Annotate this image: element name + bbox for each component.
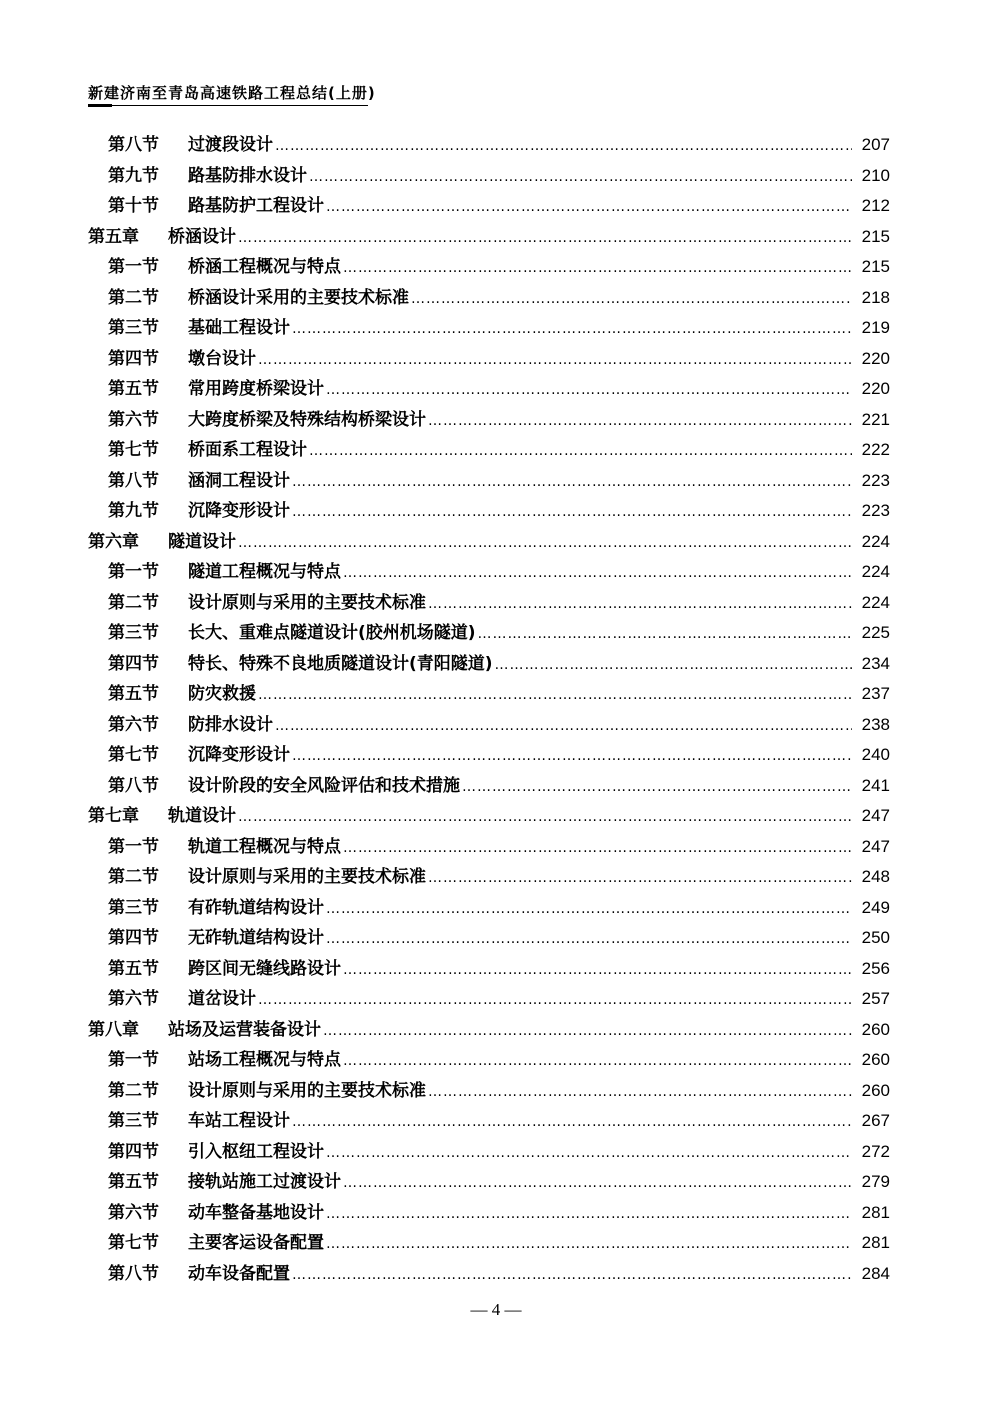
toc-dot-leader xyxy=(495,650,852,681)
toc-page-number: 225 xyxy=(861,623,890,642)
toc-dot-leader xyxy=(343,253,852,284)
toc-section-row[interactable] xyxy=(88,435,890,466)
toc-section-row[interactable] xyxy=(88,466,890,497)
toc-section-row[interactable] xyxy=(88,1045,890,1076)
toc-dot-leader xyxy=(326,1199,852,1230)
toc-entry-number: 第七节 xyxy=(108,440,159,460)
toc-section-row[interactable] xyxy=(88,1198,890,1229)
toc-entry-title: 大跨度桥梁及特殊结构桥梁设计 xyxy=(188,409,426,430)
toc-dot-leader xyxy=(343,955,852,986)
toc-entry-title: 沉降变形设计 xyxy=(188,501,290,521)
toc-entry-number: 第四节 xyxy=(108,653,159,674)
toc-section-row[interactable] xyxy=(88,984,890,1015)
toc-page-number: 224 xyxy=(861,562,890,581)
toc-dot-leader xyxy=(326,1229,852,1260)
toc-entry-title: 主要客运设备配置 xyxy=(188,1233,324,1253)
toc-entry-number: 第四节 xyxy=(108,928,159,948)
toc-section-row[interactable] xyxy=(88,1259,890,1290)
toc-entry-title: 动车设备配置 xyxy=(188,1263,290,1284)
toc-page-number: 223 xyxy=(861,501,890,520)
toc-section-row[interactable] xyxy=(88,1228,890,1259)
toc-entry-title: 涵洞工程设计 xyxy=(188,470,290,491)
toc-dot-leader xyxy=(292,467,852,498)
toc-section-row[interactable] xyxy=(88,862,890,893)
toc-page-number: 260 xyxy=(861,1080,890,1100)
toc-dot-leader xyxy=(258,985,852,1016)
toc-entry-title: 无砟轨道结构设计 xyxy=(188,928,324,948)
toc-dot-leader xyxy=(343,558,852,589)
toc-page-number: 238 xyxy=(861,714,890,734)
toc-entry-number: 第七节 xyxy=(108,1233,159,1253)
toc-dot-leader xyxy=(326,192,852,223)
toc-page-number: 272 xyxy=(861,1141,890,1161)
toc-page-number: 215 xyxy=(861,226,890,246)
toc-entry-number: 第三节 xyxy=(108,897,159,918)
toc-entry-number: 第八节 xyxy=(108,1263,159,1284)
toc-page-number: 241 xyxy=(861,775,890,795)
toc-section-row[interactable] xyxy=(88,923,890,954)
toc-entry-title: 防排水设计 xyxy=(188,714,273,735)
toc-page-number: 237 xyxy=(861,684,890,703)
toc-section-row[interactable] xyxy=(88,893,890,924)
toc-entry-title: 车站工程设计 xyxy=(188,1111,290,1131)
toc-section-row[interactable] xyxy=(88,557,890,588)
toc-entry-number: 第一节 xyxy=(108,836,159,857)
toc-dot-leader xyxy=(428,863,852,894)
toc-entry-title: 接轨站施工过渡设计 xyxy=(188,1172,341,1192)
toc-page-number: 218 xyxy=(861,287,890,307)
toc-dot-leader xyxy=(258,680,852,711)
toc-entry-number: 第一节 xyxy=(108,1050,159,1070)
toc-dot-leader xyxy=(292,741,852,772)
toc-page-number: 221 xyxy=(861,409,890,429)
toc-page-number: 219 xyxy=(861,318,890,337)
toc-entry-title: 站场及运营装备设计 xyxy=(168,1019,321,1040)
toc-entry-title: 站场工程概况与特点 xyxy=(188,1050,341,1070)
toc-entry-number: 第六节 xyxy=(108,1202,159,1223)
toc-dot-leader xyxy=(292,1260,852,1291)
toc-entry-number: 第六节 xyxy=(108,989,159,1009)
toc-entry-title: 隧道设计 xyxy=(168,531,236,552)
toc-page-number: 212 xyxy=(861,196,890,215)
toc-page-number: 220 xyxy=(861,379,890,398)
toc-page-number: 224 xyxy=(861,531,890,551)
toc-page-number: 210 xyxy=(861,165,890,185)
toc-entry-number: 第五节 xyxy=(108,684,159,704)
toc-entry-number: 第四节 xyxy=(108,348,159,369)
toc-dot-leader xyxy=(462,772,852,803)
toc-dot-leader xyxy=(326,375,852,406)
toc-entry-number: 第五节 xyxy=(108,958,159,979)
toc-section-row[interactable] xyxy=(88,679,890,710)
toc-section-row[interactable] xyxy=(88,130,890,161)
toc-entry-title: 设计原则与采用的主要技术标准 xyxy=(188,867,426,887)
toc-entry-title: 跨区间无缝线路设计 xyxy=(188,958,341,979)
toc-chapter-row[interactable] xyxy=(88,801,890,832)
toc-page-number: 281 xyxy=(861,1233,890,1252)
toc-chapter-row[interactable] xyxy=(88,527,890,558)
toc-dot-leader xyxy=(275,131,852,162)
toc-entry-number: 第八节 xyxy=(108,470,159,491)
toc-dot-leader xyxy=(428,589,852,620)
toc-page-number: 267 xyxy=(861,1111,890,1130)
toc-dot-leader xyxy=(323,1016,852,1047)
toc-section-row[interactable] xyxy=(88,374,890,405)
toc-chapter-row[interactable] xyxy=(88,1015,890,1046)
toc-entry-number: 第六章 xyxy=(88,531,139,552)
toc-dot-leader xyxy=(258,345,852,376)
toc-dot-leader xyxy=(309,162,852,193)
toc-entry-title: 常用跨度桥梁设计 xyxy=(188,379,324,399)
toc-entry-title: 动车整备基地设计 xyxy=(188,1202,324,1223)
toc-entry-number: 第八章 xyxy=(88,1019,139,1040)
toc-entry-title: 特长、特殊不良地质隧道设计(青阳隧道) xyxy=(188,653,493,674)
toc-entry-title: 墩台设计 xyxy=(188,348,256,369)
toc-page-number: 284 xyxy=(861,1263,890,1283)
toc-page-number: 223 xyxy=(861,470,890,490)
toc-page-number: 257 xyxy=(861,989,890,1008)
toc-entry-title: 过渡段设计 xyxy=(188,135,273,155)
toc-entry-number: 第五节 xyxy=(108,1172,159,1192)
toc-entry-number: 第二节 xyxy=(108,592,159,613)
toc-dot-leader xyxy=(478,619,852,650)
toc-section-row[interactable] xyxy=(88,496,890,527)
toc-dot-leader xyxy=(309,436,852,467)
toc-section-row[interactable] xyxy=(88,740,890,771)
toc-page-number: 222 xyxy=(861,440,890,459)
toc-entry-title: 道岔设计 xyxy=(188,989,256,1009)
toc-page-number: 207 xyxy=(861,135,890,154)
toc-entry-number: 第七章 xyxy=(88,806,139,826)
toc-entry-number: 第二节 xyxy=(108,1080,159,1101)
toc-section-row[interactable] xyxy=(88,313,890,344)
toc-entry-number: 第一节 xyxy=(108,257,159,277)
toc-entry-number: 第五章 xyxy=(88,226,139,247)
toc-entry-number: 第三节 xyxy=(108,318,159,338)
toc-page-number: 220 xyxy=(861,348,890,368)
toc-section-row[interactable] xyxy=(88,1076,890,1107)
toc-entry-number: 第八节 xyxy=(108,135,159,155)
toc-section-row[interactable] xyxy=(88,252,890,283)
toc-page-number: 256 xyxy=(861,958,890,978)
toc-page-number: 247 xyxy=(861,836,890,856)
toc-entry-number: 第二节 xyxy=(108,287,159,308)
toc-dot-leader xyxy=(326,894,852,925)
toc-section-row[interactable] xyxy=(88,954,890,985)
toc-section-row[interactable] xyxy=(88,405,890,436)
toc-section-row[interactable] xyxy=(88,771,890,802)
toc-entry-number: 第四节 xyxy=(108,1141,159,1162)
toc-entry-title: 沉降变形设计 xyxy=(188,745,290,765)
toc-section-row[interactable] xyxy=(88,161,890,192)
toc-entry-title: 防灾救援 xyxy=(188,684,256,704)
toc-entry-title: 桥涵工程概况与特点 xyxy=(188,257,341,277)
table-of-contents xyxy=(88,130,890,1289)
header-rule-thick xyxy=(88,104,112,107)
toc-section-row[interactable] xyxy=(88,191,890,222)
toc-page-number: 279 xyxy=(861,1172,890,1191)
toc-entry-number: 第六节 xyxy=(108,714,159,735)
toc-entry-title: 引入枢纽工程设计 xyxy=(188,1141,324,1162)
toc-page-number: 240 xyxy=(861,745,890,764)
toc-dot-leader xyxy=(238,528,852,559)
toc-section-row[interactable] xyxy=(88,344,890,375)
toc-dot-leader xyxy=(292,314,852,345)
toc-entry-number: 第二节 xyxy=(108,867,159,887)
toc-entry-title: 有砟轨道结构设计 xyxy=(188,897,324,918)
toc-section-row[interactable] xyxy=(88,832,890,863)
toc-dot-leader xyxy=(411,284,852,315)
header-rule-thin xyxy=(112,105,368,106)
toc-dot-leader xyxy=(428,406,852,437)
toc-chapter-row[interactable] xyxy=(88,222,890,253)
toc-dot-leader xyxy=(343,1046,852,1077)
toc-dot-leader xyxy=(326,924,852,955)
page-number: — 4 — xyxy=(470,1300,522,1319)
toc-section-row[interactable] xyxy=(88,1137,890,1168)
toc-entry-number: 第三节 xyxy=(108,1111,159,1131)
toc-page-number: 247 xyxy=(861,806,890,825)
toc-page-number: 249 xyxy=(861,897,890,917)
toc-section-row[interactable] xyxy=(88,588,890,619)
toc-entry-number: 第十节 xyxy=(108,196,159,216)
toc-entry-number: 第六节 xyxy=(108,409,159,430)
toc-section-row[interactable] xyxy=(88,1106,890,1137)
toc-dot-leader xyxy=(428,1077,852,1108)
toc-entry-title: 轨道设计 xyxy=(168,806,236,826)
toc-dot-leader xyxy=(238,802,852,833)
toc-dot-leader xyxy=(292,497,852,528)
toc-entry-title: 基础工程设计 xyxy=(188,318,290,338)
toc-entry-number: 第一节 xyxy=(108,562,159,582)
toc-section-row[interactable] xyxy=(88,710,890,741)
toc-entry-title: 长大、重难点隧道设计(胶州机场隧道) xyxy=(188,623,476,643)
running-header: 新建济南至青岛高速铁路工程总结(上册) xyxy=(88,84,376,102)
toc-section-row[interactable] xyxy=(88,649,890,680)
toc-page-number: 248 xyxy=(861,867,890,886)
toc-page-number: 250 xyxy=(861,928,890,947)
toc-page-number: 260 xyxy=(861,1019,890,1039)
toc-page-number: 260 xyxy=(861,1050,890,1069)
toc-entry-number: 第八节 xyxy=(108,775,159,796)
toc-entry-title: 轨道工程概况与特点 xyxy=(188,836,341,857)
toc-dot-leader xyxy=(343,1168,852,1199)
toc-entry-title: 隧道工程概况与特点 xyxy=(188,562,341,582)
toc-section-row[interactable] xyxy=(88,1167,890,1198)
toc-dot-leader xyxy=(275,711,852,742)
toc-dot-leader xyxy=(343,833,852,864)
toc-entry-title: 桥涵设计 xyxy=(168,226,236,247)
toc-entry-number: 第三节 xyxy=(108,623,159,643)
toc-entry-title: 路基防护工程设计 xyxy=(188,196,324,216)
toc-page-number: 281 xyxy=(861,1202,890,1222)
toc-entry-title: 桥面系工程设计 xyxy=(188,440,307,460)
toc-entry-title: 设计原则与采用的主要技术标准 xyxy=(188,592,426,613)
toc-section-row[interactable] xyxy=(88,618,890,649)
toc-page-number: 215 xyxy=(861,257,890,276)
toc-entry-title: 路基防排水设计 xyxy=(188,165,307,186)
toc-entry-number: 第七节 xyxy=(108,745,159,765)
toc-entry-title: 桥涵设计采用的主要技术标准 xyxy=(188,287,409,308)
toc-entry-number: 第九节 xyxy=(108,165,159,186)
toc-page-number: 224 xyxy=(861,592,890,612)
toc-entry-title: 设计阶段的安全风险评估和技术措施 xyxy=(188,775,460,796)
toc-section-row[interactable] xyxy=(88,283,890,314)
toc-entry-title: 设计原则与采用的主要技术标准 xyxy=(188,1080,426,1101)
toc-page-number: 234 xyxy=(861,653,890,673)
toc-entry-number: 第五节 xyxy=(108,379,159,399)
toc-dot-leader xyxy=(292,1107,852,1138)
toc-dot-leader xyxy=(238,223,852,254)
toc-entry-number: 第九节 xyxy=(108,501,159,521)
toc-dot-leader xyxy=(326,1138,852,1169)
